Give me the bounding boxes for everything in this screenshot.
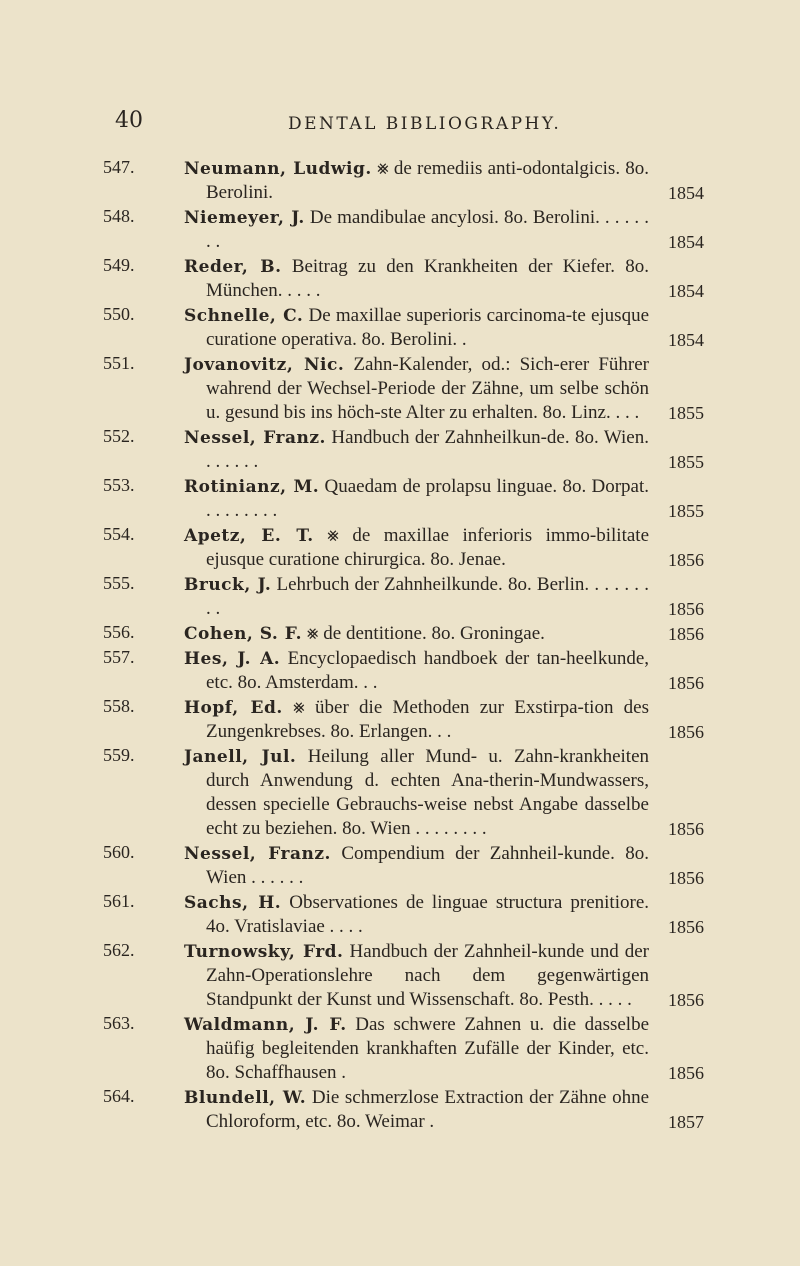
- entry-text: [184, 622, 649, 646]
- entry-author: Hes, J. A.: [184, 649, 281, 669]
- entry-number: 554.: [103, 524, 135, 544]
- entry-text: [184, 940, 649, 1012]
- bibliography-entry: [0, 842, 800, 890]
- entry-title: Handbuch der Zahnheil-kunde und der Zahn-Operationslehre nach dem gegenwärtigen Standpunkt der Kunst und Wissenschaft. 8o. Pesth. . . . .: [206, 941, 649, 1010]
- entry-year: 1856: [668, 819, 704, 839]
- bibliography-entry: [0, 940, 800, 1012]
- entry-title: Quaedam de prolapsu linguae. 8o. Dorpat. . . . . . . . .: [206, 476, 649, 521]
- page-header: [0, 108, 800, 138]
- entry-number: 563.: [103, 1013, 135, 1033]
- entry-year: 1856: [668, 917, 704, 937]
- entry-title: ⨳ de maxillae inferioris immo-bilitate ejusque curatione chirurgica. 8o. Jenae.: [206, 525, 649, 570]
- entry-title: Zahn-Kalender, od.: Sich-erer Führer wahrend der Wechsel-Periode der Zähne, um selbe schön u. gesund bis ins höch-ste Alter zu erhalten. 8o. Linz. . . .: [206, 354, 650, 423]
- entry-title: Lehrbuch der Zahnheilkunde. 8o. Berlin. . . . . . . . .: [206, 574, 650, 619]
- bibliography-entry: [0, 426, 800, 474]
- entry-number: 550.: [103, 304, 135, 324]
- entry-text: [184, 1013, 649, 1085]
- entry-text: [184, 745, 649, 841]
- entry-author: Cohen, S. F.: [184, 624, 303, 644]
- entry-text: [184, 891, 649, 939]
- entry-title: Heilung aller Mund- u. Zahn-krankheiten durch Anwendung d. echten Ana-therin-Mundwassers, dessen specielle Gebrauchs-weise nebst Angabe dasselbe echt zu beziehen. 8o. Wien . . . . . . . .: [206, 746, 650, 839]
- entry-year: 1856: [668, 1063, 704, 1083]
- bibliography-entry: [0, 696, 800, 744]
- entry-year: 1856: [668, 624, 704, 644]
- entry-number: 551.: [103, 353, 135, 373]
- entry-title: ⨳ über die Methoden zur Exstirpa-tion des Zungenkrebses. 8o. Erlangen. . .: [206, 697, 649, 742]
- entry-author: Turnowsky, Frd.: [184, 942, 344, 962]
- entry-year: 1856: [668, 550, 704, 570]
- entry-year: 1854: [668, 330, 704, 350]
- running-title: DENTAL BIBLIOGRAPHY.: [288, 114, 562, 134]
- entry-title: Das schwere Zahnen u. die dasselbe haüfig begleitenden krankhaften Zufälle der Kinder, etc. 8o. Schaffhausen .: [206, 1014, 650, 1083]
- entry-number: 552.: [103, 426, 135, 446]
- bibliography-entry: [0, 1086, 800, 1134]
- entry-author: Niemeyer, J.: [184, 208, 305, 228]
- entry-number: 547.: [103, 157, 135, 177]
- entry-text: [184, 1086, 649, 1134]
- page-number: 40: [115, 108, 143, 133]
- entry-text: [184, 573, 649, 621]
- entry-title: Beitrag zu den Krankheiten der Kiefer. 8o. München. . . . .: [206, 256, 649, 301]
- entry-year: 1856: [668, 673, 704, 693]
- entry-title: Observationes de linguae structura prenitiore. 4o. Vratislaviae . . . .: [206, 892, 649, 937]
- entry-author: Nessel, Franz.: [184, 844, 331, 864]
- bibliography-entry: [0, 475, 800, 523]
- entry-year: 1856: [668, 868, 704, 888]
- entry-number: 549.: [103, 255, 135, 275]
- bibliography-entry: [0, 1013, 800, 1085]
- entry-title: Handbuch der Zahnheilkun-de. 8o. Wien. . . . . . .: [206, 427, 649, 472]
- entry-number: 557.: [103, 647, 135, 667]
- entry-text: [184, 206, 649, 254]
- entry-year: 1856: [668, 722, 704, 742]
- bibliography-entry: [0, 745, 800, 841]
- entry-title: De mandibulae ancylosi. 8o. Berolini. . . . . . . .: [206, 207, 649, 252]
- entry-year: 1856: [668, 599, 704, 619]
- entry-author: Apetz, E. T.: [184, 526, 314, 546]
- entry-year: 1854: [668, 183, 704, 203]
- entry-title: Encyclopaedisch handboek der tan-heelkunde, etc. 8o. Amsterdam. . .: [206, 648, 649, 693]
- entry-author: Janell, Jul.: [184, 747, 297, 767]
- entry-number: 556.: [103, 622, 135, 642]
- entry-author: Sachs, H.: [184, 893, 282, 913]
- entry-number: 559.: [103, 745, 135, 765]
- entry-year: 1855: [668, 452, 704, 472]
- entry-title: ⨳ de dentitione. 8o. Groningae.: [306, 623, 545, 644]
- entry-author: Nessel, Franz.: [184, 428, 326, 448]
- entry-author: Neumann, Ludwig.: [184, 159, 372, 179]
- entry-title: De maxillae superioris carcinoma-te ejusque curatione operativa. 8o. Berolini. .: [206, 305, 649, 350]
- entry-year: 1854: [668, 232, 704, 252]
- bibliography-entry: [0, 157, 800, 205]
- entry-year: 1854: [668, 281, 704, 301]
- entry-number: 564.: [103, 1086, 135, 1106]
- bibliography-entry: [0, 622, 800, 646]
- bibliography-list: [0, 157, 800, 1135]
- entry-number: 555.: [103, 573, 135, 593]
- bibliography-entry: [0, 891, 800, 939]
- entry-year: 1857: [668, 1112, 704, 1132]
- entry-text: [184, 353, 649, 425]
- entry-author: Waldmann, J. F.: [184, 1015, 347, 1035]
- entry-number: 548.: [103, 206, 135, 226]
- bibliography-entry: [0, 573, 800, 621]
- entry-text: [184, 842, 649, 890]
- entry-text: [184, 255, 649, 303]
- bibliography-entry: [0, 647, 800, 695]
- entry-year: 1855: [668, 501, 704, 521]
- entry-text: [184, 426, 649, 474]
- bibliography-entry: [0, 255, 800, 303]
- bibliography-entry: [0, 524, 800, 572]
- entry-author: Hopf, Ed.: [184, 698, 283, 718]
- entry-text: [184, 647, 649, 695]
- bibliography-entry: [0, 353, 800, 425]
- entry-text: [184, 524, 649, 572]
- entry-year: 1855: [668, 403, 704, 423]
- entry-year: 1856: [668, 990, 704, 1010]
- entry-author: Schnelle, C.: [184, 306, 304, 326]
- bibliography-entry: [0, 304, 800, 352]
- entry-author: Blundell, W.: [184, 1088, 307, 1108]
- entry-text: [184, 157, 649, 205]
- entry-author: Reder, B.: [184, 257, 282, 277]
- entry-author: Rotinianz, M.: [184, 477, 320, 497]
- entry-author: Bruck, J.: [184, 575, 272, 595]
- entry-number: 560.: [103, 842, 135, 862]
- entry-title: Die schmerzlose Extraction der Zähne ohne Chloroform, etc. 8o. Weimar .: [206, 1087, 650, 1132]
- bibliography-entry: [0, 206, 800, 254]
- entry-author: Jovanovitz, Nic.: [184, 355, 345, 375]
- entry-text: [184, 304, 649, 352]
- entry-number: 553.: [103, 475, 135, 495]
- entry-number: 562.: [103, 940, 135, 960]
- entry-text: [184, 696, 649, 744]
- entry-title: Compendium der Zahnheil-kunde. 8o. Wien . . . . . .: [206, 843, 649, 888]
- entry-number: 558.: [103, 696, 135, 716]
- entry-text: [184, 475, 649, 523]
- entry-title: ⨳ de remediis anti-odontalgicis. 8o. Berolini.: [206, 158, 649, 203]
- entry-number: 561.: [103, 891, 135, 911]
